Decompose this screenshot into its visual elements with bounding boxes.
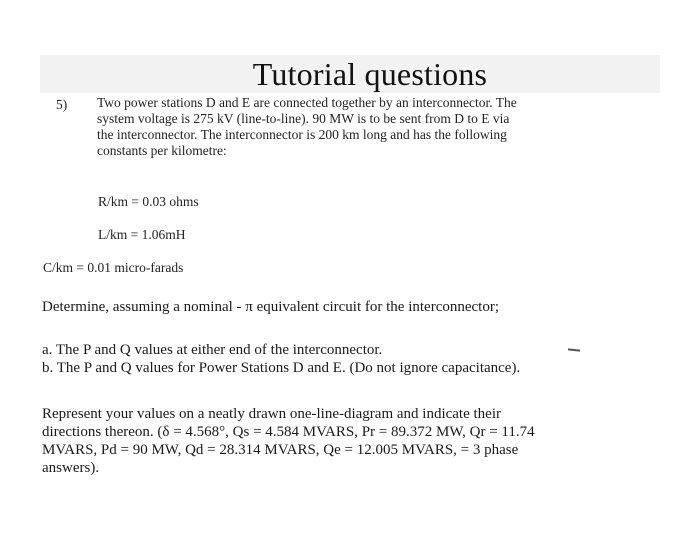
capacitance-constant: C/km = 0.01 micro-farads <box>43 260 184 275</box>
page-title: Tutorial questions <box>252 56 488 92</box>
part-b: b. The P and Q values for Power Stations D and E. (Do not ignore capacitance). <box>42 360 521 376</box>
question-number: 5) <box>56 97 68 112</box>
question-text <box>97 95 657 159</box>
question-line: constants per kilometre: <box>97 143 227 158</box>
inductance-constant: L/km = 1.06mH <box>98 227 186 242</box>
part-a: a. The P and Q values at either end of the interconnector. <box>42 342 383 358</box>
represent-line: answers). <box>42 460 100 476</box>
question-line: Two power stations D and E are connected together by an interconnector. The <box>97 95 517 110</box>
represent-line: directions thereon. (δ = 4.568°, Qs = 4.584 MVARS, Pr = 89.372 MW, Qr = 11.74 <box>42 424 535 440</box>
represent-instruction <box>42 405 535 477</box>
represent-line: Represent your values on a neatly drawn one-line-diagram and indicate their <box>42 406 501 422</box>
question-line: system voltage is 275 kV (line-to-line). 90 MW is to be sent from D to E via <box>97 111 510 126</box>
question-line: the interconnector. The interconnector is 200 km long and has the following <box>97 127 507 142</box>
determine-instruction: Determine, assuming a nominal - π equivalent circuit for the interconnector; <box>42 299 500 315</box>
resistance-constant: R/km = 0.03 ohms <box>98 194 199 209</box>
represent-line: MVARS, Pd = 90 MW, Qd = 28.314 MVARS, Qe = 12.005 MVARS, = 3 phase <box>42 442 519 458</box>
pen-mark <box>568 348 580 351</box>
